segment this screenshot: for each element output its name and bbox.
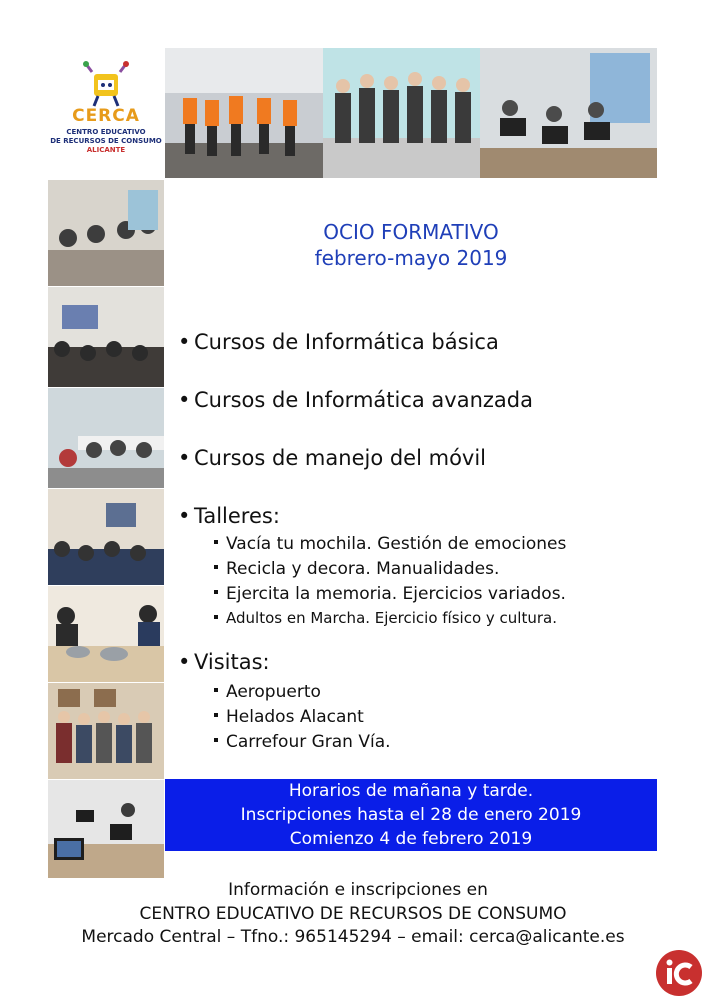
- course-item: • Cursos de Informática básica: [178, 330, 499, 354]
- banner-line-2: Inscripciones hasta el 28 de enero 2019: [240, 805, 582, 825]
- photo-ice-cream-visit: [323, 48, 480, 178]
- photo-computer-room: [48, 780, 164, 878]
- photo-computer-class: [480, 48, 657, 178]
- photo-cooking-workshop: [48, 586, 164, 682]
- taller-item: Vacía tu mochila. Gestión de emociones: [214, 534, 566, 554]
- course-item: • Cursos de manejo del móvil: [178, 446, 487, 470]
- title-line-1: OCIO FORMATIVO: [323, 220, 499, 244]
- talleres-heading: • Talleres:: [178, 504, 280, 528]
- visitas-heading: • Visitas:: [178, 650, 270, 674]
- photo-workshop-tables: [48, 388, 164, 488]
- taller-item: Adultos en Marcha. Ejercicio físico y cultura.: [214, 609, 557, 627]
- footer-info-heading: Información e inscripciones en: [228, 880, 488, 900]
- logo-name: CERCA: [72, 106, 140, 126]
- cerca-logo: [48, 48, 164, 178]
- footer-contact: Mercado Central – Tfno.: 965145294 – email: cerca@alicante.es: [81, 927, 625, 947]
- page-title: [165, 219, 657, 271]
- banner-line-3: Comienzo 4 de febrero 2019: [289, 829, 533, 849]
- logo-subtitle: CENTRO EDUCATIVO DE RECURSOS DE CONSUMO ALICANTE: [50, 128, 162, 154]
- visita-item: Carrefour Gran Vía.: [214, 732, 391, 752]
- taller-item: Ejercita la memoria. Ejercicios variados.: [214, 584, 566, 604]
- schedule-banner: [165, 779, 657, 851]
- photo-presentation: [48, 287, 164, 387]
- photo-group-visit: [48, 683, 164, 779]
- photo-airport-visit: [165, 48, 323, 178]
- photo-group-room: [48, 180, 164, 286]
- banner-line-1: Horarios de mañana y tarde.: [288, 781, 534, 801]
- course-item: • Cursos de Informática avanzada: [178, 388, 533, 412]
- taller-item: Recicla y decora. Manualidades.: [214, 559, 499, 579]
- visita-item: Aeropuerto: [214, 682, 321, 702]
- ic-brand-logo-icon: [656, 950, 702, 996]
- title-line-2: febrero-mayo 2019: [314, 246, 508, 270]
- visita-item: Helados Alacant: [214, 707, 364, 727]
- photo-conference-room: [48, 489, 164, 585]
- cerca-mascot-icon: [82, 60, 130, 110]
- footer-center-name: CENTRO EDUCATIVO DE RECURSOS DE CONSUMO: [139, 904, 567, 924]
